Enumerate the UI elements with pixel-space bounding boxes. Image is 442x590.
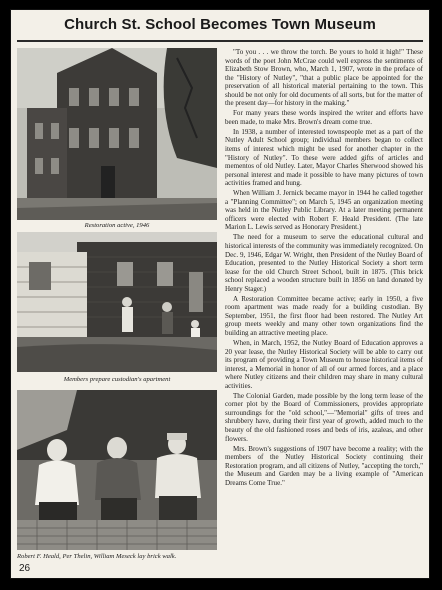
paragraph: When William J. Jernick became mayor in 1944 he called together a "Planning Committee"; on March 5, 1945 an organization meeting was held in the Nutley Public Library. At a later meeting permanent officers were elected with Robert F. Heald President. (The late Marion L. Lewis served as Honorary President.) (225, 189, 423, 232)
title-rule (17, 40, 423, 42)
photo-custodian-apartment (17, 232, 217, 372)
paragraph: Mrs. Brown's suggestions of 1907 have become a reality; with the members of the Nutley Historical Society continuing their Restoration program, and all citizens of Nutley, "accepting the torch," the Museum and Garden may be a living example of "American Dreams Come True." (225, 444, 423, 487)
paragraph: The need for a museum to serve the educational cultural and historical interests of the community was immediately recognized. On Dec. 9, 1946, Edgar W. Wright, then President of the Nutley Board of Education, presented to the Nutley Historical Society a short term lease for the old Church Street School, built in 1875. (This brick school replaced a wooden structure built in 1856 on land donated by Henry Stager.) (225, 233, 423, 293)
paragraph: In 1938, a number of interested townspeople met as a part of the Nutley Adult School group; individual members began to collect items of interest which might be used for another chapter in the "History of Nutley". To these were added gifts of articles and mementos of old Nutley. Later, Mayor Charles Sherwood showed his personal interest and made it possible to have many pictures of town activities framed and hung. (225, 127, 423, 188)
page-title: Church St. School Becomes Town Museum (64, 16, 376, 33)
photo-restoration-1946 (17, 48, 217, 220)
photo-caption-3: Robert F. Heald, Per Thelin, William Meseck lay brick walk. (17, 553, 177, 560)
paragraph: The Colonial Garden, made possible by the long term lease of the corner plot by the Board of Commissioners, provides appropriate surroundings for the "old school,"—"Memorial" gifts of trees and shrubbery have, during their first year of growth, added much to the beauty of the old fashioned roses and beds of iris, azaleas, and other flowers. (225, 391, 423, 443)
article-text (225, 48, 423, 560)
school-building-photo (17, 48, 217, 220)
brick-walk-photo (17, 390, 217, 550)
paragraph: A Restoration Committee became active; early in 1950, a five room apartment was made ready for a building custodian. By September, 1951, the first floor had been restored. The Nutley Art group meets weekly and many other town organizations find the building an attractive meeting place. (225, 294, 423, 337)
photo-brick-walk (17, 390, 217, 550)
document-page (11, 10, 429, 578)
page-number: 26 (19, 563, 31, 574)
photo-caption-2: Members prepare custodian's apartment (63, 376, 171, 383)
apartment-work-photo (17, 232, 217, 372)
photo-caption-1: Restoration active, 1946 (84, 222, 150, 229)
paragraph: For many years these words inspired the writer and efforts have been made, to make Mrs. Brown's dream come true. (225, 109, 423, 126)
paragraph: When, in March, 1952, the Nutley Board of Education approves a 20 year lease, the Nutley Historical Society will be able to carry out its program of providing a Town Museum to house historical items of interest, a Memorial in honor of all of our armed forces, and a place where Nutley citizens and their children may share in many cultural activities. (225, 339, 423, 390)
paragraph: "To you . . . we throw the torch. Be yours to hold it high!" These words of the poet John McCrae could well express the sentiments of Elizabeth Stow Brown, who, March 1, 1907, wrote in the preface of the "History of Nutley", "that a public place be appointed for the preservation of all historical material pertaining to the town. This should be not only for old documents of all sorts, but for the matter of the present day—for history in the making." (225, 48, 423, 108)
